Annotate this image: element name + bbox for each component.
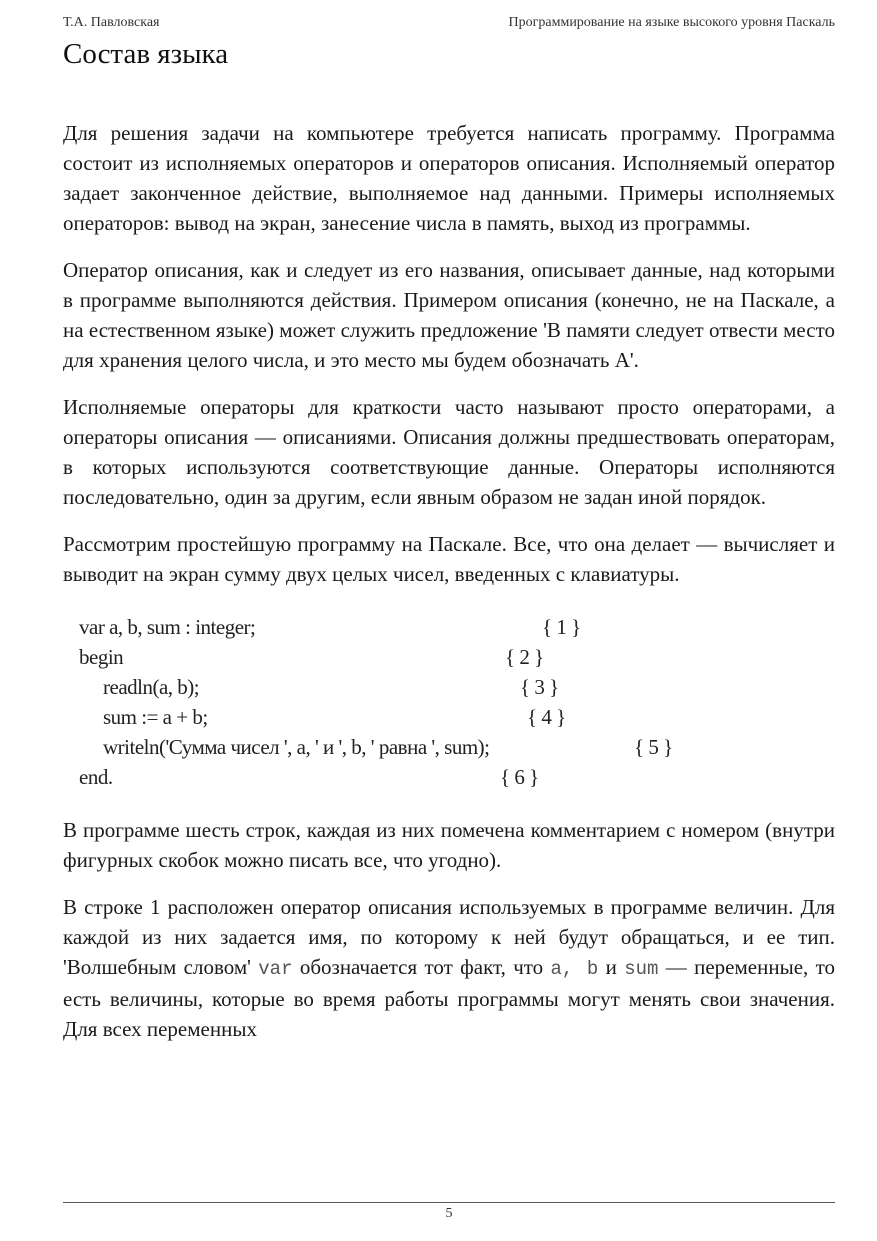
code-line [79, 762, 835, 792]
paragraph-2: Оператор описания, как и следует из его названия, описывает данные, над которыми в программе выполняются действия. Примером описания (конечно, не на Паскале, а на естественном языке) может служить предложение 'В памяти следует отвести место для хранения целого числа, и это место мы будем обозначать A'. [63, 258, 835, 372]
code-line [79, 702, 835, 732]
code-line [79, 642, 835, 672]
code-line [79, 732, 835, 762]
code-comment: { 2 } [505, 645, 544, 669]
code-line [79, 612, 835, 642]
paragraph-6-text-2: обозначается тот факт, что [292, 955, 551, 979]
inline-code-var: var [258, 958, 293, 980]
code-statement: sum := a + b; [103, 705, 208, 729]
code-comment: { 3 } [520, 675, 559, 699]
paragraph-6 [63, 892, 835, 1044]
inline-code-ab: a, b [550, 958, 599, 980]
paragraph-6-text-4: — переменные, то есть величины, которые во время работы программы могут менять свои значения. Для всех переменных [63, 955, 836, 1041]
code-comment: { 1 } [542, 615, 581, 639]
inline-code-sum: sum [624, 958, 659, 980]
code-statement: readln(a, b); [103, 675, 200, 699]
paragraph-4: Рассмотрим простейшую программу на Паскале. Все, что она делает — вычисляет и выводит на экран сумму двух целых чисел, введенных с клавиатуры. [63, 532, 835, 586]
running-header [63, 15, 835, 35]
paragraph-6-text-3: и [598, 955, 625, 979]
paragraph-1: Для решения задачи на компьютере требуется написать программу. Программа состоит из исполняемых операторов и операторов описания. Исполняемый оператор задает законченное действие, выполняемое над данными. Примеры исполняемых операторов: вывод на экран, занесение числа в память, выход из программы. [63, 121, 835, 235]
paragraph-3: Исполняемые операторы для краткости часто называют просто операторами, а операторы описания — описаниями. Описания должны предшествовать операторам, в которых используются соответствующие данные. Операторы исполняются последовательно, один за другим, если явным образом не задан иной порядок. [63, 395, 835, 509]
header-author: Т.А. Павловская [63, 15, 160, 30]
code-statement: var a, b, sum : integer; [79, 615, 256, 639]
code-comment: { 6 } [500, 765, 539, 789]
paragraph-6-text-1: В строке 1 расположен оператор описания используемых в программе величин. Для каждой из них задается имя, по которому к ней будут обращаться, и ее тип. 'Волшебным словом' [63, 895, 835, 979]
code-listing [79, 612, 835, 792]
code-statement: begin [79, 645, 124, 669]
code-comment: { 5 } [634, 735, 673, 759]
section-title: Состав языка [63, 38, 229, 70]
footer-divider [63, 1202, 835, 1203]
code-statement: end. [79, 765, 113, 789]
code-statement: writeln('Сумма чисел ', a, ' и ', b, ' равна ', sum); [103, 735, 490, 759]
paragraph-5: В программе шесть строк, каждая из них помечена комментарием с номером (внутри фигурных скобок можно писать все, что угодно). [63, 818, 835, 872]
code-line [79, 672, 835, 702]
page-number: 5 [445, 1206, 453, 1221]
header-book-title: Программирование на языке высокого уровня Паскаль [508, 15, 835, 30]
body-text [63, 118, 835, 1061]
document-page [63, 0, 835, 1241]
code-comment: { 4 } [527, 705, 566, 729]
